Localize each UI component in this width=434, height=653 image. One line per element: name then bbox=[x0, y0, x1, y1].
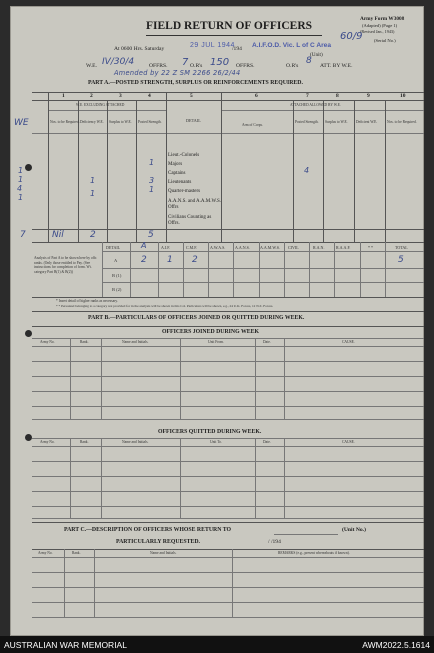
we-excluding-attached-label: W.E. EXCLUDING ATTACHED bbox=[76, 103, 125, 107]
summary-cmf-value: 1 bbox=[167, 255, 173, 265]
amended-note: Amended by 22 Z SM 2266 26/2/44 bbox=[114, 69, 241, 77]
col-number: 7 bbox=[306, 93, 309, 99]
offrs-label: OFFRS. bbox=[149, 63, 168, 69]
quitted-header-top-rule bbox=[32, 438, 424, 439]
form-revised: (Revised Jan., 1943) bbox=[360, 29, 395, 34]
joined-title: OFFICERS JOINED DURING WEEK bbox=[162, 329, 260, 335]
part-c-col-line bbox=[232, 549, 233, 617]
col-line-1 bbox=[48, 92, 49, 242]
att-by-we-label: ATT. BY W.E. bbox=[320, 63, 353, 69]
total-row-bottom-rule bbox=[32, 242, 424, 243]
summary-bottom-rule bbox=[32, 297, 424, 298]
joined-row-rule bbox=[32, 361, 424, 362]
summary-col-header: A bbox=[141, 241, 147, 250]
summary-col-line bbox=[385, 242, 386, 297]
form-adapted: (Adapted) (Page 1) bbox=[362, 23, 398, 28]
quitted-col-header: Date. bbox=[263, 440, 271, 444]
quitted-col-header: Unit To. bbox=[210, 440, 222, 444]
hw-we-value: 1 bbox=[18, 193, 24, 202]
hw-we-value: 1 bbox=[18, 175, 24, 184]
rank-label: Quarter-masters bbox=[168, 189, 201, 194]
part-c-row-rule bbox=[32, 587, 424, 588]
sub-header: Deficient W.E. bbox=[356, 120, 378, 124]
part-c-unit-label: (Unit No.) bbox=[342, 527, 366, 533]
sub-header: Surplus to W.E. bbox=[325, 120, 348, 124]
rank-label: Lieutenants bbox=[168, 180, 192, 185]
col-line-10 bbox=[385, 100, 386, 242]
joined-col-line bbox=[180, 338, 181, 419]
quitted-col-line bbox=[70, 438, 71, 518]
col-line-7 bbox=[293, 100, 294, 242]
rank-label: Lieut.-Colonels bbox=[168, 153, 200, 158]
quitted-col-header: CAUSE. bbox=[342, 440, 355, 444]
joined-header-bottom-rule bbox=[32, 346, 424, 347]
quitted-row-rule bbox=[32, 506, 424, 507]
quitted-col-header: Rank. bbox=[80, 440, 89, 444]
part-c-bottom-rule bbox=[32, 617, 424, 618]
part-c-top-rule bbox=[32, 522, 424, 523]
sub-header: Posted Strength. bbox=[138, 120, 162, 124]
punch-hole-top bbox=[25, 164, 32, 171]
unit-stamp: A.I.F.O.D. Vic. L of C Area bbox=[252, 42, 332, 49]
rank-label: A.A.N.S. and A.A.M.W.S. Offrs bbox=[168, 199, 222, 210]
hw-posted-value: 1 bbox=[149, 185, 155, 194]
part-c-title: PART C.—DESCRIPTION OF OFFICERS WHOSE RETURN TO bbox=[64, 527, 232, 533]
total-required: Nil bbox=[52, 230, 64, 240]
part-c-requested: PARTICULARLY REQUESTED. bbox=[116, 539, 200, 545]
ors-label: O.R's bbox=[190, 63, 203, 69]
hw-we-label: WE bbox=[14, 118, 29, 128]
joined-col-line bbox=[255, 338, 256, 419]
quitted-col-header: Name and Initials. bbox=[122, 440, 149, 444]
col-number: 6 bbox=[255, 93, 258, 99]
attached-allowed-label: ATTACHED ALLOWED BY W.E. bbox=[290, 103, 341, 107]
part-c-col-header: Army No. bbox=[38, 551, 53, 555]
summary-row-b1-rule bbox=[102, 282, 424, 283]
joined-row-rule bbox=[32, 406, 424, 407]
time-day-label: At 0600 Hrs. Saturday bbox=[114, 46, 165, 52]
hw-attached-posted: 4 bbox=[304, 166, 310, 175]
part-c-unit-line bbox=[274, 534, 338, 535]
rank-label: Majors bbox=[168, 162, 183, 167]
part-c-header-bottom-rule bbox=[32, 557, 424, 558]
we-value: IV/30/4 bbox=[102, 57, 135, 67]
hw-we-value: 1 bbox=[18, 166, 24, 175]
summary-col-header: CIVIL bbox=[288, 245, 299, 250]
col-number: 5 bbox=[190, 93, 193, 99]
quitted-col-line bbox=[284, 438, 285, 518]
col-number: 3 bbox=[119, 93, 122, 99]
col-number: 10 bbox=[400, 93, 406, 99]
col-number: 4 bbox=[148, 93, 151, 99]
sub-header: Surplus to W.E. bbox=[109, 120, 132, 124]
part-a-title: PART A.—POSTED STRENGTH, SURPLUS OR REINFORCEMENTS REQUIRED. bbox=[88, 80, 303, 86]
summary-row-a-rule bbox=[102, 268, 424, 269]
col-number: 1 bbox=[62, 93, 65, 99]
summary-col-header: A.I.F. bbox=[161, 245, 171, 250]
joined-col-header: Name and Initials. bbox=[122, 340, 149, 344]
joined-col-line bbox=[284, 338, 285, 419]
sub-header: Arm of Corps. bbox=[242, 123, 263, 127]
hw-posted-value: 3 bbox=[149, 176, 155, 185]
joined-col-header: Army No. bbox=[40, 340, 55, 344]
summary-col-header: A.A.N.S. bbox=[235, 245, 250, 250]
col-line-8 bbox=[323, 100, 324, 242]
punch-hole-bottom bbox=[25, 434, 32, 441]
summary-col-header: A.A.M.W.S. bbox=[260, 245, 280, 250]
col-line-4 bbox=[136, 100, 137, 242]
offrs-value: 7 bbox=[182, 57, 189, 68]
part-b-title: PART B.—PARTICULARS OF OFFICERS JOINED OR QUITTED DURING WEEK. bbox=[88, 315, 305, 321]
hw-we-value: 4 bbox=[17, 184, 23, 193]
summary-col-header: TOTAL bbox=[395, 245, 408, 250]
summary-col-line bbox=[259, 242, 260, 297]
col-line-9 bbox=[354, 100, 355, 242]
ors-att-label: O.R's bbox=[286, 63, 299, 69]
rank-label: Civilians Counting as Offrs. bbox=[168, 215, 212, 226]
quitted-col-line bbox=[180, 438, 181, 518]
quitted-row-rule bbox=[32, 518, 424, 519]
quitted-row-rule bbox=[32, 476, 424, 477]
part-c-col-line bbox=[64, 549, 65, 617]
title-underline bbox=[146, 35, 322, 36]
quitted-col-line bbox=[101, 438, 102, 518]
summary-header-rule bbox=[102, 251, 424, 252]
unit-label: (Unit) bbox=[310, 52, 323, 58]
quitted-row-rule bbox=[32, 461, 424, 462]
quitted-header-bottom-rule bbox=[32, 446, 424, 447]
col-number: 9 bbox=[367, 93, 370, 99]
summary-col-header: DETAIL bbox=[106, 245, 121, 250]
col-number: 2 bbox=[90, 93, 93, 99]
joined-col-header: Date. bbox=[263, 340, 271, 344]
joined-col-line bbox=[70, 338, 71, 419]
archive-footer bbox=[0, 636, 434, 653]
summary-col-line bbox=[130, 242, 131, 297]
hw-posted-value: 1 bbox=[149, 158, 155, 167]
sub-header: Nos. to be Required. bbox=[50, 120, 80, 124]
part-c-col-header: REMARKS (e.g., present whereabouts if known). bbox=[278, 551, 350, 555]
sub-header: Posted Strength. bbox=[295, 120, 319, 124]
summary-col-line bbox=[208, 242, 209, 297]
joined-col-header: Unit From. bbox=[208, 340, 224, 344]
sub-header: Nos. to be Required. bbox=[387, 120, 417, 124]
col-number: 8 bbox=[336, 93, 339, 99]
sub-header: Deficiency W.E. bbox=[80, 120, 104, 124]
summary-col-header: R.A.A.F. bbox=[336, 245, 351, 250]
part-c-col-header: Rank. bbox=[72, 551, 81, 555]
summary-col-line bbox=[102, 242, 103, 297]
detail-header: DETAIL bbox=[186, 118, 201, 123]
summary-col-line bbox=[360, 242, 361, 297]
sub-header-rule bbox=[32, 133, 424, 134]
quitted-col-line bbox=[255, 438, 256, 518]
summary-col-line bbox=[233, 242, 234, 297]
part-b-title-rule bbox=[32, 326, 424, 327]
summary-col-line bbox=[183, 242, 184, 297]
summary-col-line bbox=[309, 242, 310, 297]
offrs-att-label: OFFRS. bbox=[236, 63, 255, 69]
part-c-row-rule bbox=[32, 602, 424, 603]
summary-col-header: * * bbox=[368, 245, 373, 250]
total-deficiency: 2 bbox=[90, 230, 96, 240]
archive-reference: AWM2022.5.1614 bbox=[362, 640, 430, 650]
part-c-date-blank: / /194 bbox=[268, 539, 281, 545]
ors-value: 150 bbox=[210, 57, 230, 68]
joined-row-rule bbox=[32, 391, 424, 392]
summary-aif-value: 2 bbox=[141, 255, 147, 265]
summary-col-line bbox=[158, 242, 159, 297]
quitted-title: OFFICERS QUITTED DURING WEEK. bbox=[158, 429, 262, 435]
summary-col-header: R.A.N. bbox=[313, 245, 325, 250]
serial-number-value: 60/9 bbox=[340, 31, 363, 42]
summary-row-label: B (2) bbox=[112, 287, 122, 292]
summary-col-header: C.M.F. bbox=[186, 245, 198, 250]
summary-col-line bbox=[284, 242, 285, 297]
part-c-col-line bbox=[94, 549, 95, 617]
joined-row-rule bbox=[32, 419, 424, 420]
ors-att-value: 8 bbox=[306, 56, 312, 66]
serial-label: (Serial No.) bbox=[374, 38, 396, 43]
part-c-row-rule bbox=[32, 572, 424, 573]
part-c-col-header: Name and Initials. bbox=[150, 551, 177, 555]
part-c-header-top-rule bbox=[32, 549, 424, 550]
total-posted: 5 bbox=[148, 230, 154, 240]
form-title: FIELD RETURN OF OFFICERS bbox=[146, 20, 313, 32]
rank-label: Captains bbox=[168, 171, 186, 176]
archive-name: AUSTRALIAN WAR MEMORIAL bbox=[4, 640, 127, 650]
part-b-top-rule bbox=[32, 311, 424, 312]
document-sheet bbox=[10, 6, 424, 636]
joined-row-rule bbox=[32, 376, 424, 377]
we-label: W.E. bbox=[86, 63, 97, 69]
summary-total-value: 5 bbox=[398, 255, 404, 265]
punch-hole-middle bbox=[25, 330, 32, 337]
col-line-5 bbox=[166, 92, 167, 242]
hw-deficiency-value: 1 bbox=[90, 176, 96, 185]
total-we: 7 bbox=[20, 230, 26, 240]
analysis-note: Analysis of Part A to be shown here by offr. ranks. (Only those entitled to Pay. (See instructions for completion of form. Wt. category Part B(1) & B(2)) bbox=[34, 256, 98, 274]
date-stamp: 29 JUL 1944 bbox=[190, 42, 235, 49]
footnote-categories: * * Personnel belonging to a category not provided for in the analysis will be shown in this Col. Particulars will be shown, e.g., 24 U.K. Forces, 12 N.Z. Forces. bbox=[56, 304, 274, 308]
col-number-rule bbox=[32, 100, 424, 101]
joined-col-header: CAUSE. bbox=[342, 340, 355, 344]
footnote-higher-ranks: * Insert detail of higher ranks as necessary. bbox=[56, 299, 118, 303]
quitted-row-rule bbox=[32, 491, 424, 492]
year-suffix: /194 bbox=[232, 46, 242, 52]
joined-header-top-rule bbox=[32, 338, 424, 339]
joined-col-line bbox=[101, 338, 102, 419]
summary-col-line bbox=[334, 242, 335, 297]
summary-col-header: A.W.A.S. bbox=[210, 245, 226, 250]
hw-deficiency-value: 1 bbox=[90, 189, 96, 198]
summary-row-label: B (1) bbox=[112, 273, 122, 278]
army-form-number: Army Form W3008 bbox=[360, 16, 405, 22]
joined-col-header: Rank. bbox=[80, 340, 89, 344]
col-line-3 bbox=[107, 100, 108, 242]
summary-awas-value: 2 bbox=[192, 255, 198, 265]
quitted-col-header: Army No. bbox=[40, 440, 55, 444]
summary-row-label: A bbox=[114, 258, 118, 263]
